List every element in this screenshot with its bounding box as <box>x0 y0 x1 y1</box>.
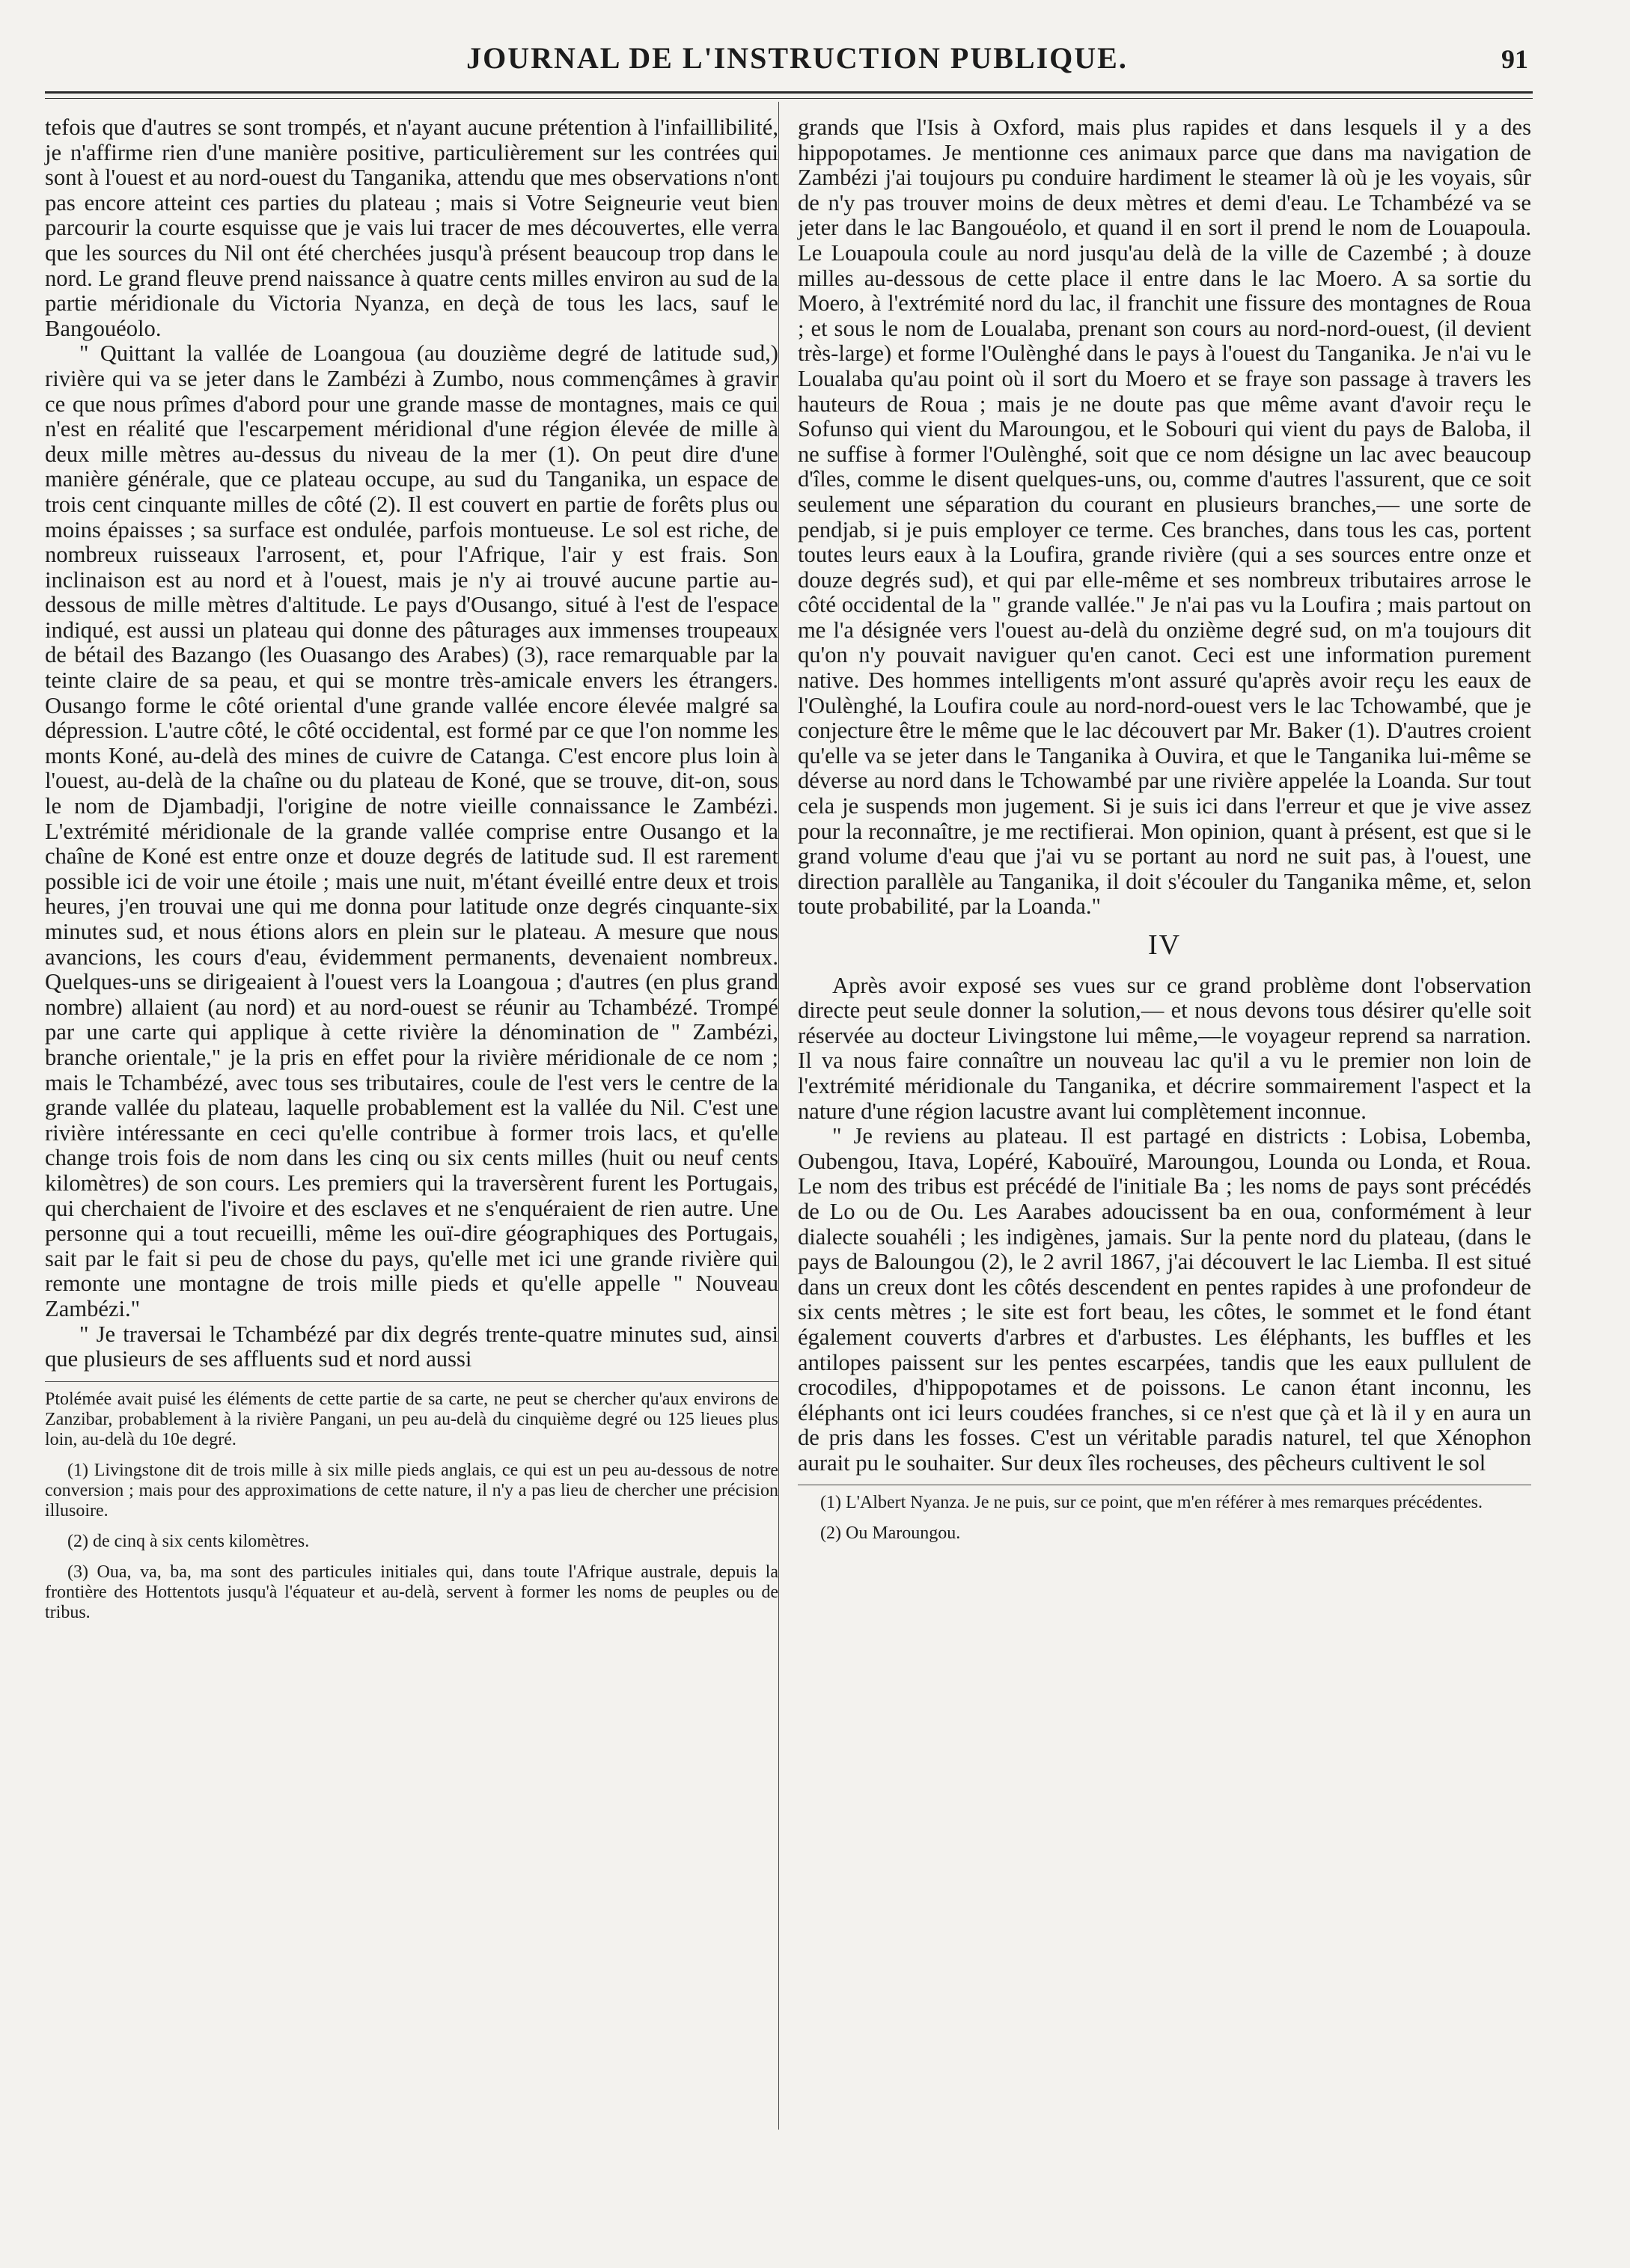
page-number: 91 <box>1501 44 1528 74</box>
header-rule-thin <box>45 98 1533 99</box>
body-paragraph: " Je traversai le Tchambézé par dix degrés trente-quatre minutes sud, ainsi que plusieurs de ses affluents sud et nord aussi <box>45 1321 778 1372</box>
footnote: (2) Ou Maroungou. <box>820 1523 961 1544</box>
page-header <box>45 37 1549 82</box>
body-paragraph: " Je reviens au plateau. Il est partagé en districts : Lobisa, Lobemba, Oubengou, Itava, Lopéré, Kabouïré, Maroungou, Lounda ou Londa, et Roua. Le nom des tribus est précédé de l'initiale Ba ; les noms de pays sont précédés de Lo ou de Ou. Les Aarabes adoucissent ba en oua, conformément à leur dialecte souahéli ; les indigènes, jamais. Sur la pente nord du plateau, (dans le pays de Baloungou (2), le 2 avril 1867, j'ai découvert le lac Liemba. Il est situé dans un creux dont les côtés descendent en pentes rapides à une profondeur de six cents mètres ; le site est fort beau, les côtes, le sommet et le fond étant également couverts d'arbres et d'arbustes. Les éléphants, les buffles et les antilopes paissent sur les pentes escarpées, tandis que les eaux pullulent de crocodiles, d'hippopotames et de poissons. Le canon étant inconnu, les éléphants ont ici leurs coudées franches, si ce n'est que çà et là il y en aura un de pris dans les fosses. C'est un véritable paradis naturel, tel que Xénophon aurait pu le souhaiter. Sur deux îles rocheuses, des pêcheurs cultivent le sol <box>798 1123 1531 1476</box>
footnote: (1) L'Albert Nyanza. Je ne puis, sur ce point, que m'en référer à mes remarques précédentes. <box>820 1493 1483 1513</box>
right-column <box>798 115 1531 1554</box>
section-heading: IV <box>1147 929 1182 961</box>
column-divider <box>778 102 779 2130</box>
body-paragraph: grands que l'Isis à Oxford, mais plus rapides et dans lesquels il y a des hippopotames. Je mentionne ces animaux parce que dans ma navigation de Zambézi j'ai toujours pu conduire hardiment le steamer là où je les voyais, sûr de n'y pas trouver moins de deux mètres et demi d'eau. Le Tchambézé va se jeter dans le lac Bangouéolo, et quand il en sort il prend le nom de Louapoula. Le Louapoula coule au nord jusqu'au delà de la ville de Cazembé ; à douze milles au-dessous de cette place il entre dans le lac Moero. A sa sortie du Moero, à l'extrémité nord du lac, il franchit une fissure des montagnes de Roua ; et sous le nom de Loualaba, prenant son cours au nord-nord-ouest, (il devient très-large) et forme l'Oulènghé dans le pays à l'ouest du Tanganika. Je n'ai vu le Loualaba qu'au point où il sort du Moero et se fraye son passage à travers les hauteurs de Roua ; mais je ne doute pas que même avant d'avoir reçu le Sofunso qui vient du Maroungou, et le Sobouri qui vient du pays de Baloba, il ne suffise à former l'Oulènghé, soit que ce nom désigne un lac avec beaucoup d'îles, comme le disent quelques-uns, ou, comme d'autres l'assurent, que ce soit seulement une séparation du courant en plusieurs branches,— une sorte de pendjab, si je puis employer ce terme. Ces branches, dans tous les cas, portent toutes leurs eaux à la Loufira, grande rivière (qui a ses sources entre onze et douze degrés sud), et qui par elle-même et ses nombreux tributaires arrose le côté occidental de la " grande vallée." Je n'ai pas vu la Loufira ; mais partout on me l'a désignée vers l'ouest au-delà du onzième degré sud, on m'a toujours dit qu'on n'y pouvait naviguer qu'en canot. Ceci est une information purement native. Des hommes intelligents m'ont assuré qu'après avoir reçu les eaux de l'Oulènghé, la Loufira coule au nord-nord-ouest vers le lac Tchowambé, que je conjecture être le même que le lac découvert par Mr. Baker (1). D'autres croient qu'elle va se jeter dans le Tanganika à Ouvira, et que le Tanganika lui-même se déverse au nord dans le Tchowambé par une rivière appelée la Loanda. Sur tout cela je suspends mon jugement. Si je suis ici dans l'erreur et que je vive assez pour la reconnaître, je me rectifierai. Mon opinion, quant à présent, est que si le grand volume d'eau que j'ai vu se portant au nord ne suit pas, à l'ouest, une direction parallèle au Tanganika, il doit s'écouler du Tanganika même, et, selon toute probabilité, par la Loanda." <box>798 114 1531 920</box>
header-rule <box>45 91 1533 94</box>
footnote: (3) Oua, va, ba, ma sont des particules initiales qui, dans toute l'Afrique australe, depuis la frontière des Hottentots jusqu'à l'équateur et au-delà, servent à former les noms de peuples ou de tribus. <box>45 1562 778 1622</box>
body-paragraph: tefois que d'autres se sont trompés, et n'ayant aucune prétention à l'infaillibilité, je n'affirme rien d'une manière positive, particulièrement sur les contrées qui sont à l'ouest et au nord-ouest du Tanganika, attendu que mes observations n'ont pas encore atteint ces parties du plateau ; mais si Votre Seigneurie veut bien parcourir la courte esquisse que je vais lui tracer de mes découvertes, elle verra que les sources du Nil ont été cherchées jusqu'à présent beaucoup trop dans le nord. Le grand fleuve prend naissance à quatre cents milles environ au sud de la partie méridionale du Victoria Nyanza, en deçà de tous les lacs, sauf le Bangouéolo. <box>45 114 778 341</box>
footnotes-left <box>45 1390 778 1623</box>
footnote-rule <box>45 1381 778 1382</box>
footnote: Ptolémée avait puisé les éléments de cette partie de sa carte, ne peut se chercher qu'aux environs de Zanzibar, probablement à la rivière Pangani, un peu au-delà du cinquième degré ou 125 lieues plus loin, au-delà du 10e degré. <box>45 1389 778 1449</box>
left-column <box>45 115 778 1633</box>
footnote: (2) de cinq à six cents kilomètres. <box>67 1531 310 1551</box>
journal-title: JOURNAL DE L'INSTRUCTION PUBLIQUE. <box>466 41 1128 75</box>
body-paragraph: Après avoir exposé ses vues sur ce grand problème dont l'observation directe peut seule donner la solution,— et nous devons tous désirer qu'elle soit réservée au docteur Livingstone lui même,—le voyageur reprend sa narration. Il va nous faire connaître un nouveau lac qu'il a vu le premier non loin de l'extrémité méridionale du Tanganika, et décrire sommairement l'aspect et la nature d'une région lacustre avant lui complètement inconnue. <box>798 972 1531 1124</box>
footnote: (1) Livingstone dit de trois mille à six mille pieds anglais, ce qui est un peu au-dessous de notre conversion ; mais pour des approximations de cette nature, il n'y a pas lieu de chercher une précision illusoire. <box>45 1460 778 1520</box>
footnotes-right <box>798 1493 1531 1544</box>
body-paragraph: " Quittant la vallée de Loangoua (au douzième degré de latitude sud,) rivière qui va se jeter dans le Zambézi à Zumbo, nous commençâmes à gravir ce que nous prîmes d'abord pour une grande masse de montagnes, mais ce qui n'est en réalité que l'escarpement méridional d'une région élevée de mille à deux mille mètres au-dessus du niveau de la mer (1). On peut dire d'une manière générale, que ce plateau occupe, au sud du Tanganika, un espace de trois cent cinquante milles de côté (2). Il est couvert en partie de forêts plus ou moins épaisses ; sa surface est ondulée, parfois montueuse. Le sol est riche, de nombreux ruisseaux l'arrosent, et, pour l'Afrique, l'air y est frais. Son inclinaison est au nord et à l'ouest, mais je n'y ai trouvé aucune partie au-dessous de mille mètres d'altitude. Le pays d'Ousango, situé à l'est de l'espace indiqué, est aussi un plateau qui donne des pâturages aux immenses troupeaux de bétail des Bazango (les Ouasango des Arabes) (3), race remarquable par la teinte claire de sa peau, et qui se montre très-amicale envers les étrangers. Ousango forme le côté oriental d'une grande vallée encore élevée malgré sa dépression. L'autre côté, le côté occidental, est formé par ce que l'on nomme les monts Koné, au-delà des mines de cuivre de Catanga. C'est encore plus loin à l'ouest, au-delà de la chaîne ou du plateau de Koné, que se trouve, dit-on, sous le nom de Djambadji, l'origine de notre vieille connaissance le Zambézi. L'extrémité méridionale de la grande vallée comprise entre Ousango et la chaîne de Koné est entre onze et douze degrés de latitude sud. Il est rarement possible ici de voir une étoile ; mais une nuit, m'étant éveillé entre deux et trois heures, j'en trouvai une qui me donna pour latitude onze degrés cinquante-six minutes sud, et nous étions alors en plein sur le plateau. A mesure que nous avancions, les cours d'eau, évidemment permanents, devenaient nombreux. Quelques-uns se dirigeaient à l'ouest vers la Loangoua ; d'autres (en plus grand nombre) allaient (au nord) et au nord-ouest se réunir au Tchambézé. Trompé par une carte qui applique à cette rivière la dénomination de " Zambézi, branche orientale," je la pris en effet pour la rivière méridionale de ce nom ; mais le Tchambézé, avec tous ses tributaires, coule de l'est vers le centre de la grande vallée du plateau, laquelle probablement est la vallée du Nil. C'est une rivière intéressante en ceci qu'elle contribue à former trois lacs, et qu'elle change trois fois de nom dans les cinq ou six cents milles (huit ou neuf cents kilomètres) de son cours. Les premiers qui la traversèrent furent les Portugais, qui cherchaient de l'ivoire et des esclaves et ne s'enquéraient de rien autre. Une personne qui a tout recueilli, même les ouï-dire géographiques des Portugais, sait par le fait si peu de chose du pays, qu'elle met ici une grande rivière qui remonte une montagne de trois mille pieds et qu'elle appelle " Nouveau Zambézi." <box>45 340 778 1321</box>
